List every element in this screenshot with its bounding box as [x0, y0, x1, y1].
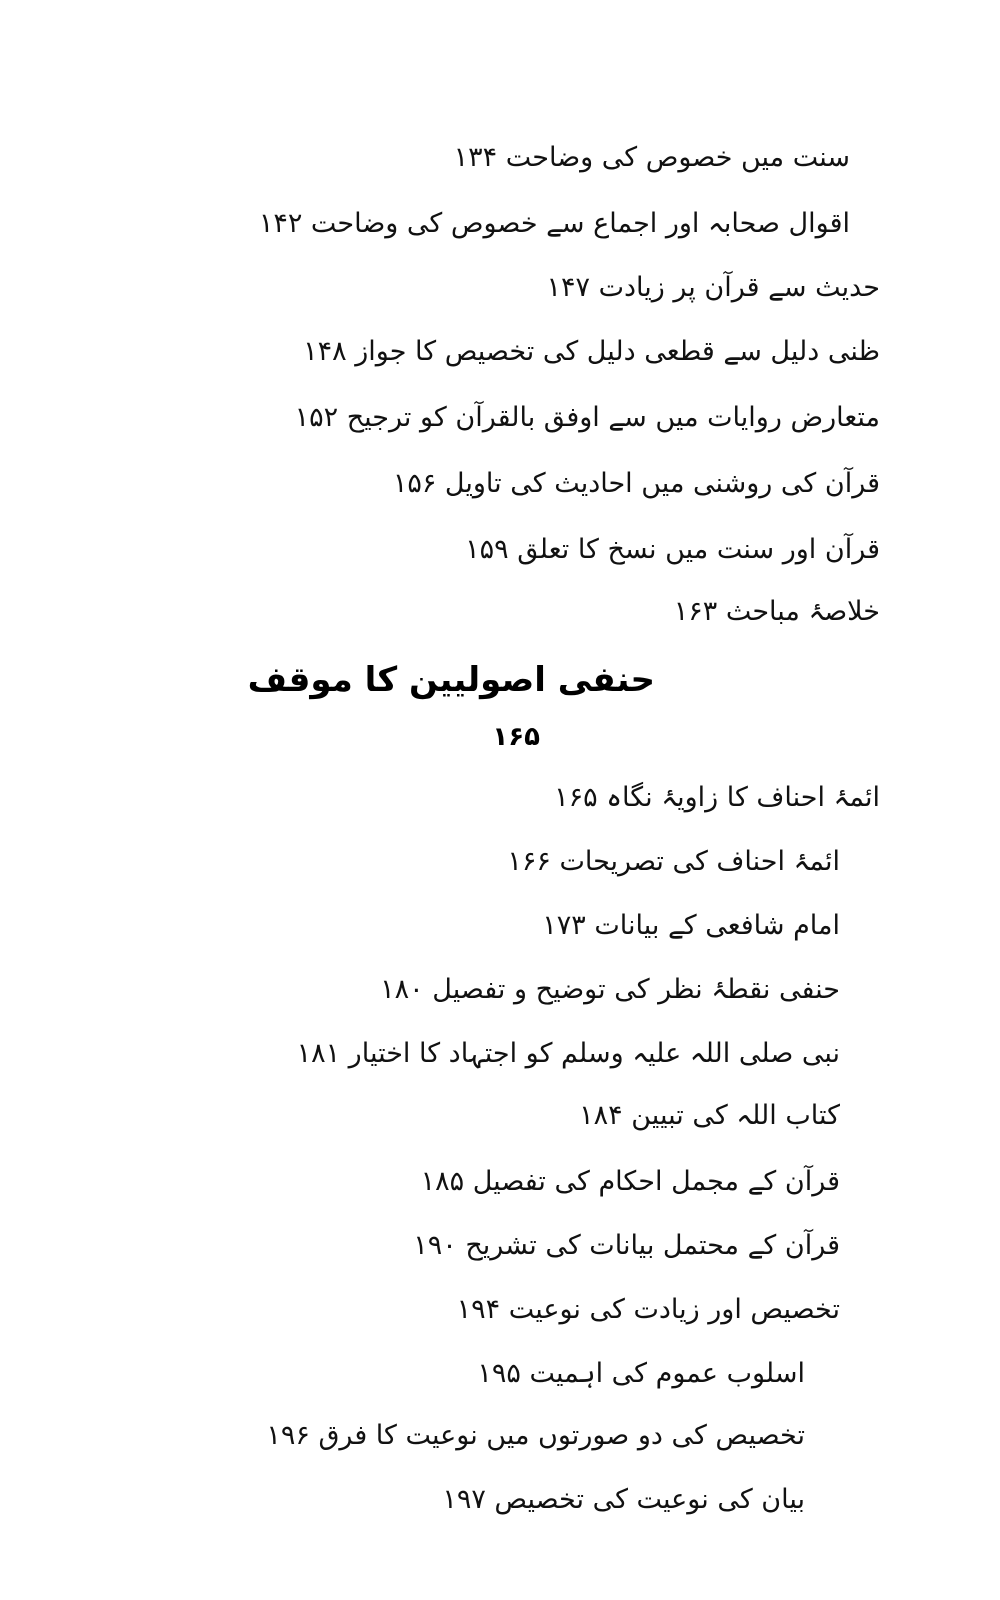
toc-entry: قرآن کے محتمل بیانات کی تشریح ۱۹۰ [413, 1230, 840, 1261]
toc-entry: حنفی نقطۂ نظر کی توضیح و تفصیل ۱۸۰ [380, 974, 840, 1005]
toc-entry: متعارض روایات میں سے اوفق بالقرآن کو ترجیح ۱۵۲ [294, 402, 880, 433]
toc-entry: ظنی دلیل سے قطعی دلیل کی تخصیص کا جواز ۱۴۸ [303, 336, 880, 367]
toc-entry: بیان کی نوعیت کی تخصیص ۱۹۷ [442, 1484, 805, 1515]
toc-entry: نبی صلی اللہ علیہ وسلم کو اجتہاد کا اختیار ۱۸۱ [296, 1038, 840, 1069]
toc-entry: حدیث سے قرآن پر زیادت ۱۴۷ [546, 272, 880, 303]
toc-entry: خلاصۂ مباحث ۱۶۳ [673, 596, 880, 627]
section-heading: حنفی اصولیین کا موقف [247, 660, 655, 700]
toc-entry: تخصیص کی دو صورتوں میں نوعیت کا فرق ۱۹۶ [266, 1420, 805, 1451]
toc-entry: قرآن کے مجمل احکام کی تفصیل ۱۸۵ [420, 1166, 840, 1197]
toc-entry: ائمۂ احناف کا زاویۂ نگاہ ۱۶۵ [554, 782, 880, 813]
toc-entry: اقوال صحابہ اور اجماع سے خصوص کی وضاحت ۱۴۲ [258, 208, 850, 239]
toc-entry: قرآن کی روشنی میں احادیث کی تاویل ۱۵۶ [392, 468, 880, 499]
toc-entry: ائمۂ احناف کی تصریحات ۱۶۶ [507, 846, 840, 877]
toc-entry: اسلوب عموم کی اہمیت ۱۹۵ [477, 1358, 805, 1389]
toc-entry: تخصیص اور زیادت کی نوعیت ۱۹۴ [456, 1294, 840, 1325]
section-page-number: ۱۶۵ [492, 722, 540, 752]
toc-entry: کتاب اللہ کی تبیین ۱۸۴ [579, 1100, 840, 1131]
toc-entry: سنت میں خصوص کی وضاحت ۱۳۴ [453, 142, 850, 173]
toc-entry: قرآن اور سنت میں نسخ کا تعلق ۱۵۹ [465, 534, 880, 565]
toc-entry: امام شافعی کے بیانات ۱۷۳ [542, 910, 840, 941]
